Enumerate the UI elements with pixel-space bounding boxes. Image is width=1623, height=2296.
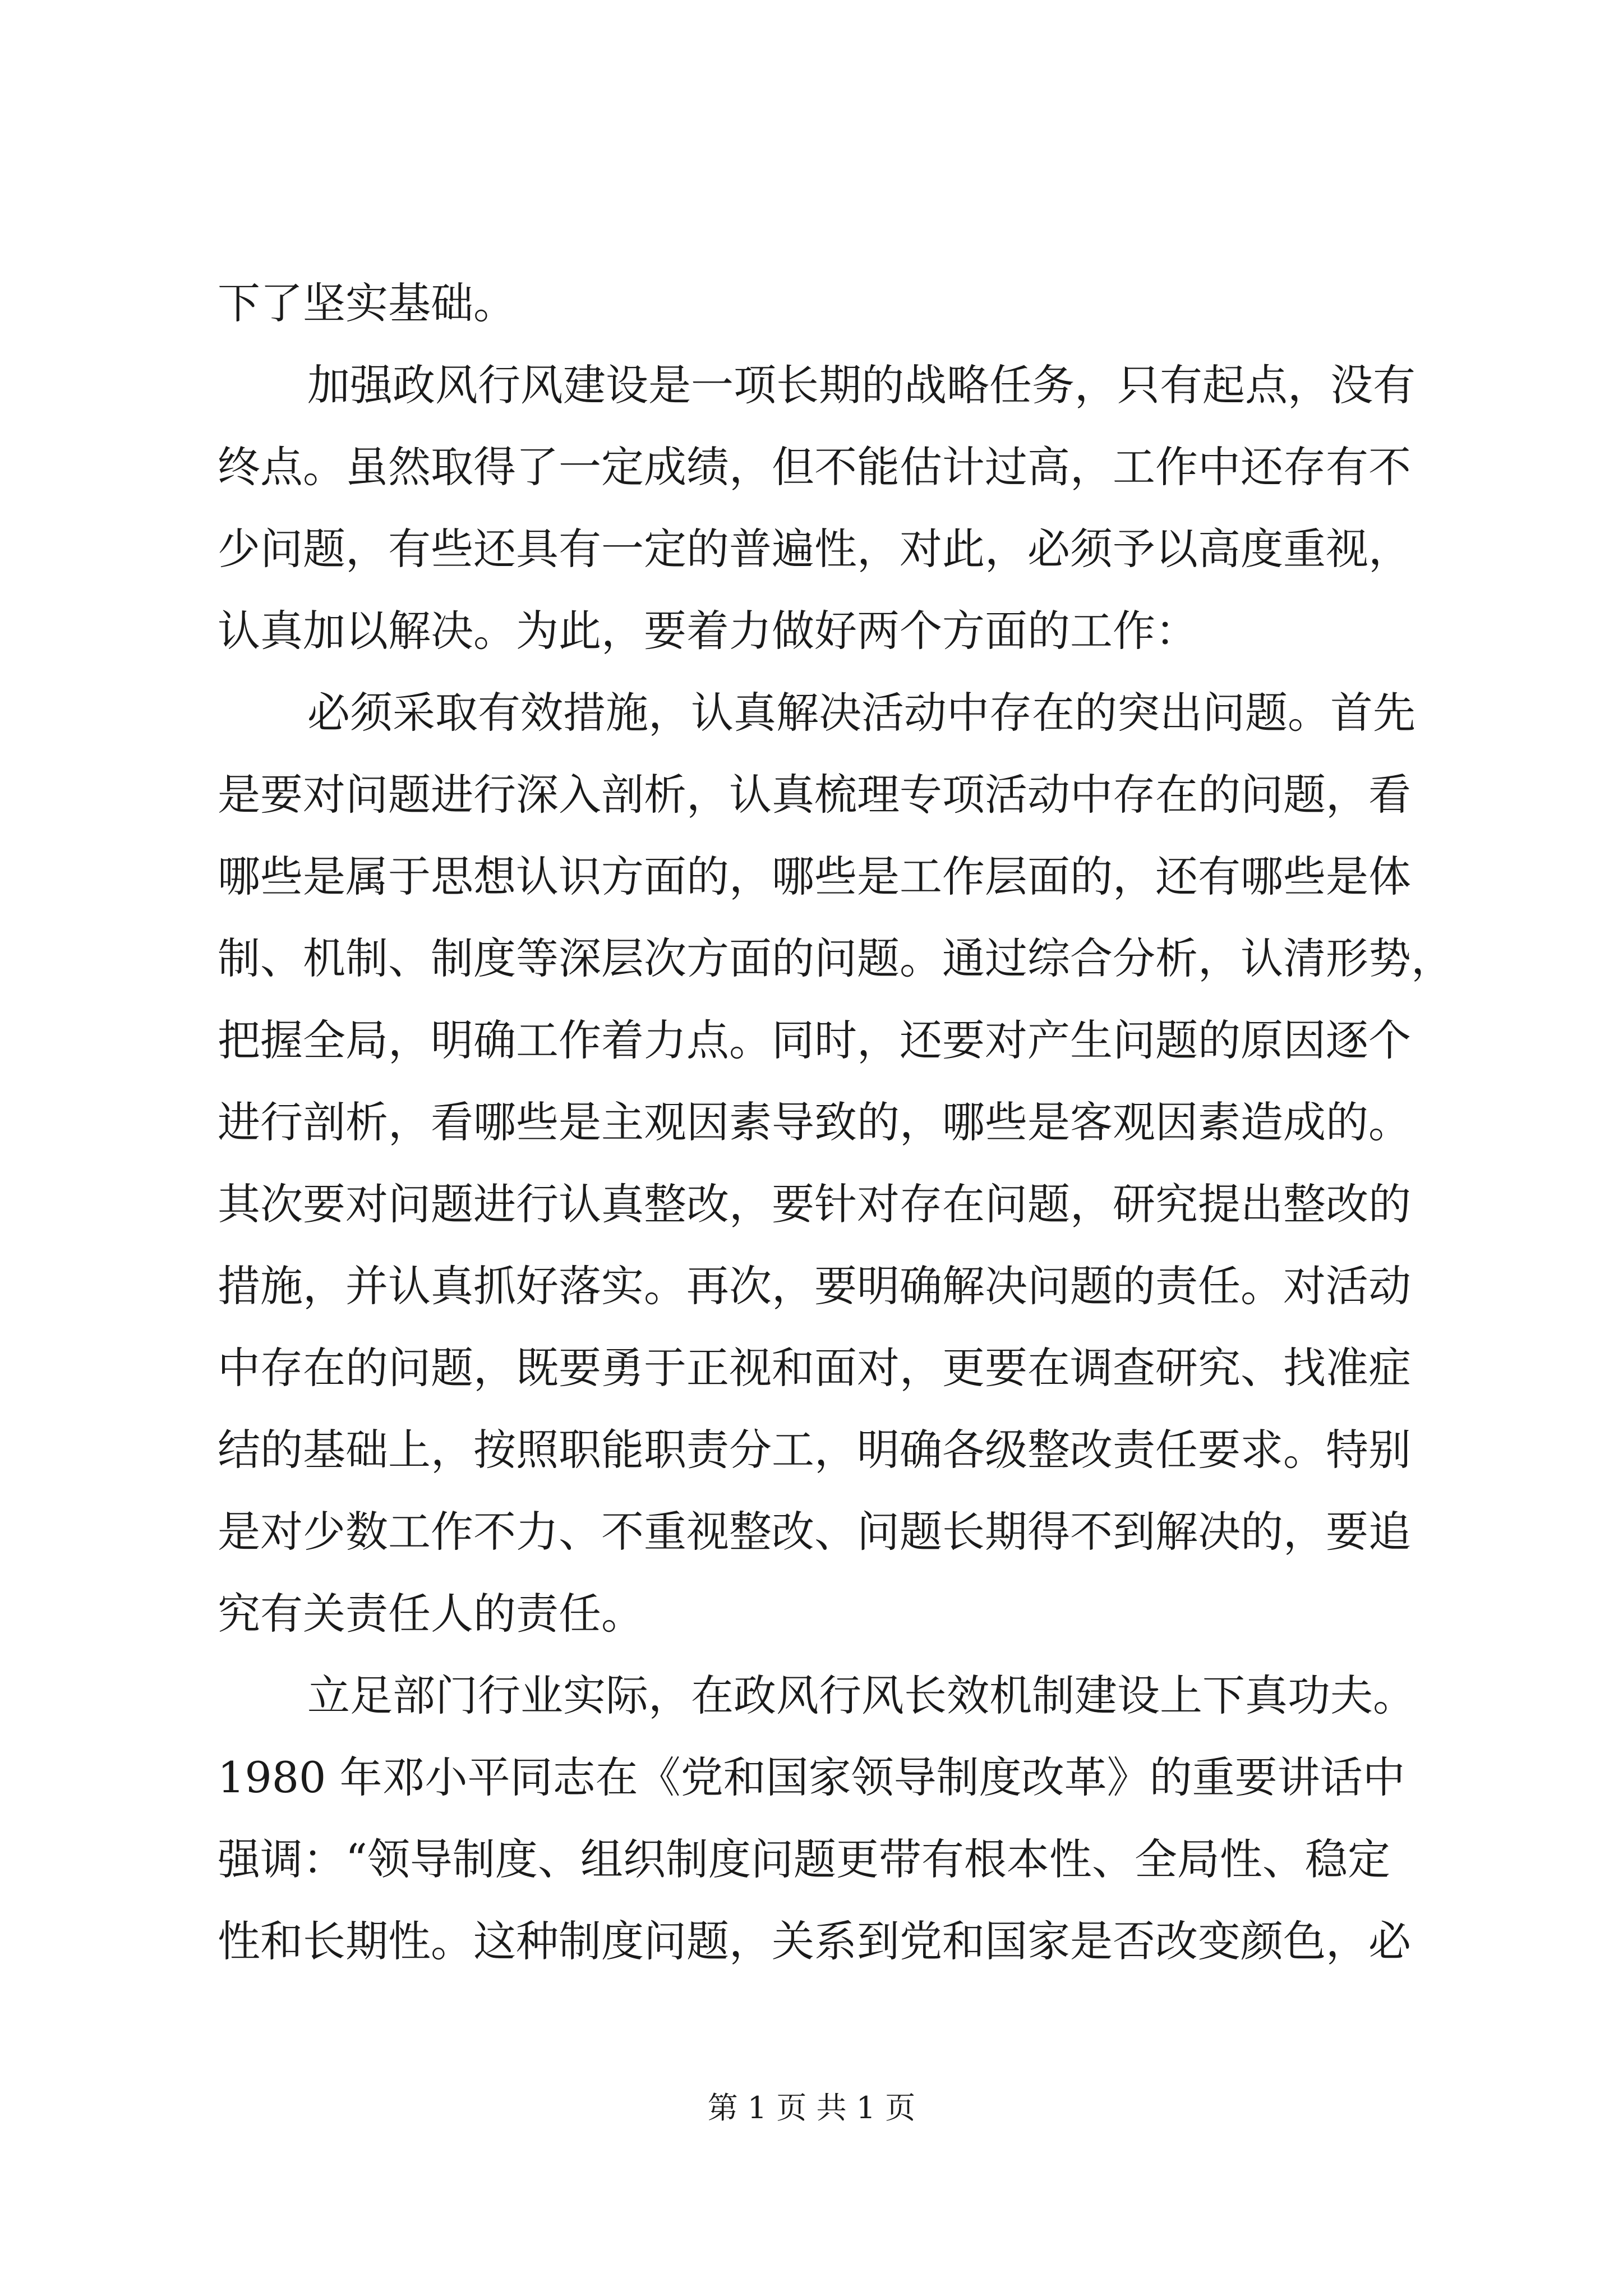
- page-footer: [0, 2084, 1623, 2127]
- text-line: 哪些是属于思想认识方面的，哪些是工作层面的，还有哪些是体: [218, 852, 1411, 901]
- text-line: 强调：“领导制度、组织制度问题更带有根本性、全局性、稳定: [218, 1834, 1390, 1884]
- text-line: 措施，并认真抓好落实。再次，要明确解决问题的责任。对活动: [218, 1261, 1411, 1311]
- text-line: 加强政风行风建设是一项长期的战略任务，只有起点，没有: [307, 360, 1415, 410]
- text-line: 下了坚实基础。: [218, 278, 516, 328]
- text-line: 中存在的问题，既要勇于正视和面对，更要在调查研究、找准症: [218, 1343, 1411, 1393]
- text-line: 进行剖析，看哪些是主观因素导致的，哪些是客观因素造成的。: [218, 1097, 1411, 1147]
- text-line: 认真加以解决。为此，要着力做好两个方面的工作：: [218, 606, 1198, 656]
- document-body: [218, 263, 1454, 1982]
- text-line: 是对少数工作不力、不重视整改、问题长期得不到解决的，要追: [218, 1507, 1411, 1557]
- text-line: 性和长期性。这种制度问题，关系到党和国家是否改变颜色，必: [218, 1916, 1411, 1966]
- text-line: 终点。虽然取得了一定成绩，但不能估计过高，工作中还存有不: [218, 442, 1411, 492]
- text-line: 1980 年邓小平同志在《党和国家领导制度改革》的重要讲话中: [218, 1752, 1405, 1802]
- text-line: 结的基础上，按照职能职责分工，明确各级整改责任要求。特别: [218, 1425, 1411, 1475]
- text-line: 立足部门行业实际，在政风行风长效机制建设上下真功夫。: [307, 1671, 1415, 1720]
- text-line: 必须采取有效措施，认真解决活动中存在的突出问题。首先: [307, 688, 1415, 738]
- text-line: 究有关责任人的责任。: [218, 1589, 644, 1639]
- text-line: 是要对问题进行深入剖析，认真梳理专项活动中存在的问题，看: [218, 770, 1411, 820]
- text-line: 把握全局，明确工作着力点。同时，还要对产生问题的原因逐个: [218, 1015, 1411, 1065]
- page-number-label: 第 1 页 共 1 页: [707, 2090, 916, 2125]
- text-line: 其次要对问题进行认真整改，要针对存在问题，研究提出整改的: [218, 1179, 1411, 1229]
- text-line: 制、机制、制度等深层次方面的问题。通过综合分析，认清形势，: [218, 933, 1454, 983]
- text-line: 少问题，有些还具有一定的普遍性，对此，必须予以高度重视，: [218, 524, 1411, 574]
